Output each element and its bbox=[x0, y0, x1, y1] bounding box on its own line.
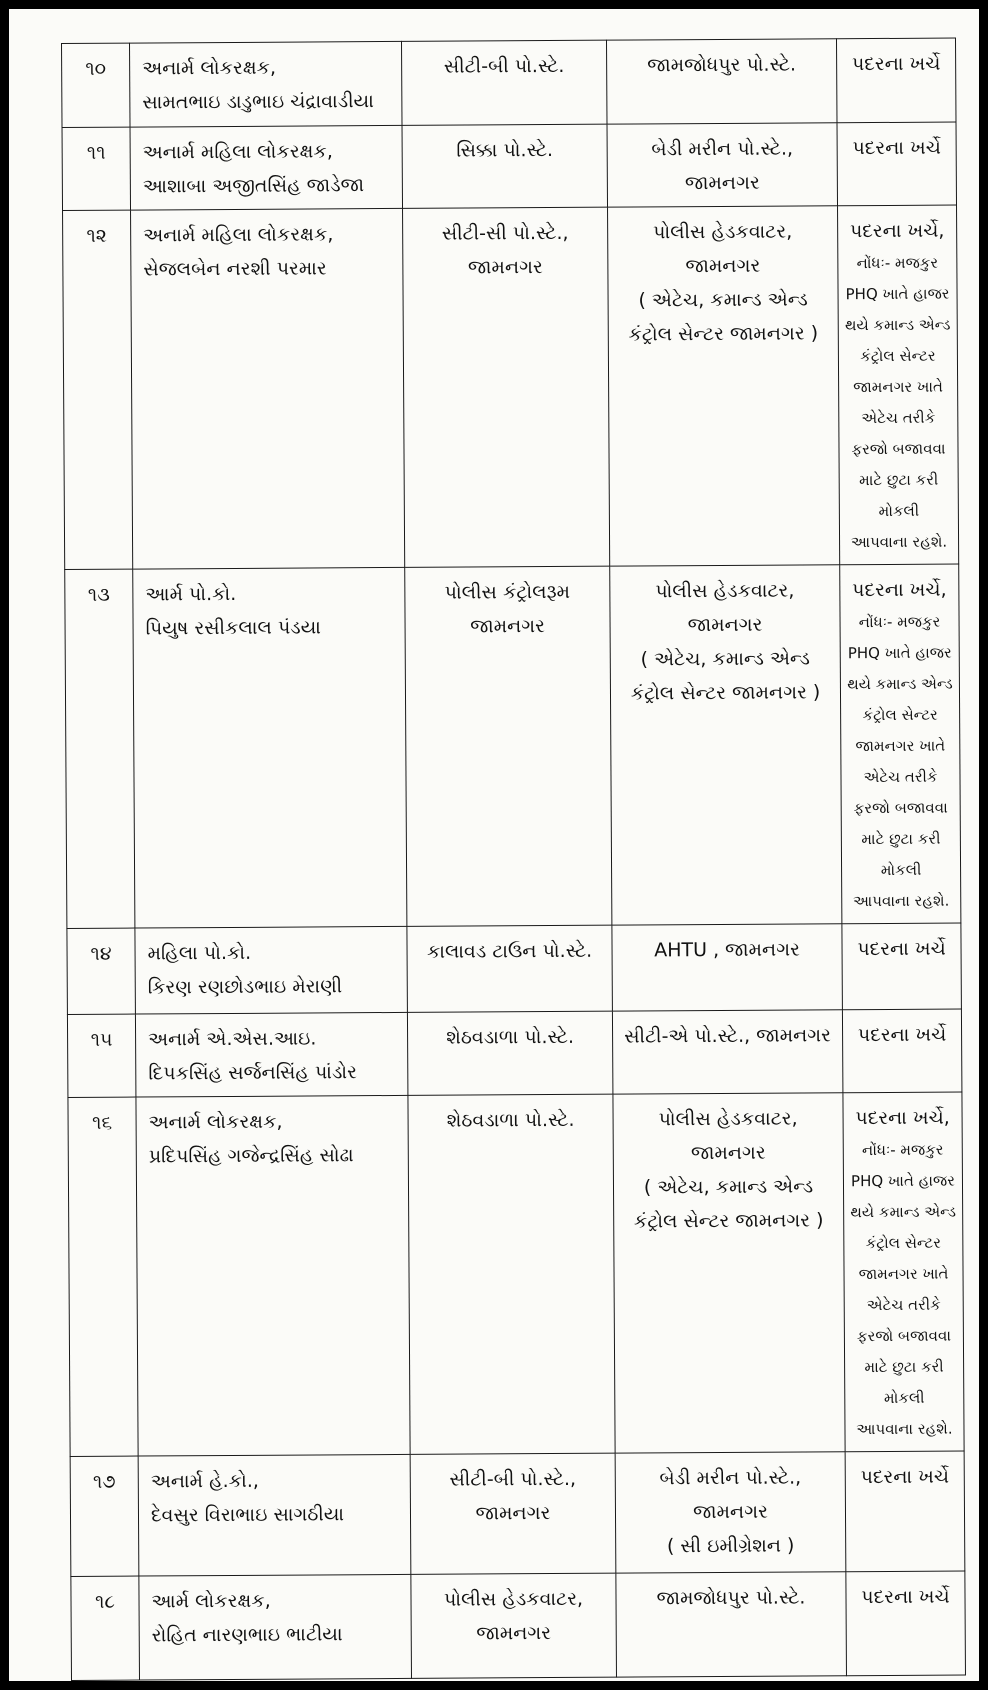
remark-note-line: કંટ્રોલ સેન્ટર bbox=[862, 705, 938, 725]
employee-cell bbox=[139, 1574, 412, 1680]
serial-number-cell bbox=[62, 43, 131, 127]
remark-note-line: ફરજો બજાવવા bbox=[853, 798, 948, 818]
employee-cell bbox=[135, 1012, 408, 1097]
employee-name: કિરણ રણછોડભાઇ મેરાણી bbox=[147, 975, 343, 999]
remark-cell bbox=[838, 205, 959, 565]
employee-name: દિપકસિંહ સર્જનસિંહ પાંડોર bbox=[148, 1061, 358, 1085]
remark-note-line: કંટ્રોલ સેન્ટર bbox=[860, 346, 936, 366]
document-page bbox=[9, 9, 979, 1681]
remark-note-line: થયે કમાન્ડ એન્ડ bbox=[844, 315, 951, 335]
new-posting-cell bbox=[615, 1452, 846, 1573]
employee-name: પિયુષ રસીકલાલ પંડયા bbox=[145, 616, 321, 640]
remark-text: પદરના ખર્ચે bbox=[861, 1585, 950, 1609]
employee-name: આશાબા અજીતસિંહ જાડેજા bbox=[142, 174, 365, 198]
current-posting-line: જામનગર bbox=[467, 256, 543, 279]
new-posting-line: જામનગર bbox=[684, 171, 760, 195]
new-posting-line: કંટ્રોલ સેન્ટર જામનગર ) bbox=[630, 681, 821, 705]
current-posting-line: સીટી-બી પો.સ્ટે., bbox=[449, 1467, 577, 1491]
new-posting-line: પોલીસ હેડકવાટર, bbox=[653, 220, 793, 244]
new-posting-cell bbox=[612, 924, 843, 1011]
new-posting-cell bbox=[608, 206, 840, 566]
serial-number: ૧૭ bbox=[92, 1470, 116, 1493]
remark-text: પદરના ખર્ચે, bbox=[849, 219, 945, 243]
employee-cell bbox=[135, 926, 408, 1014]
new-posting-line: ( એટેચ, કમાન્ડ એન્ડ bbox=[640, 647, 810, 671]
employee-name: સામતભાઇ ડાડુભાઇ ચંદ્રાવાડીયા bbox=[142, 90, 374, 114]
employee-rank: અનાર્મ હે.કો., bbox=[150, 1469, 259, 1493]
remark-cell bbox=[845, 1451, 965, 1572]
remark-note-line: મોકલી bbox=[883, 1388, 925, 1407]
remark-note-line: PHQ ખાતે હાજર bbox=[847, 643, 952, 663]
current-posting-line: સીટી-સી પો.સ્ટે., bbox=[441, 221, 569, 245]
transfer-table bbox=[61, 38, 966, 1681]
table-row bbox=[68, 1092, 964, 1456]
current-posting-cell bbox=[408, 1094, 615, 1454]
current-posting-line: સીટી-બી પો.સ્ટે. bbox=[443, 54, 565, 78]
employee-rank: અનાર્મ એ.એસ.આઇ. bbox=[148, 1027, 317, 1051]
serial-number: ૧૫ bbox=[90, 1028, 113, 1051]
serial-number: ૧૩ bbox=[87, 583, 110, 606]
remark-text: પદરના ખર્ચે bbox=[860, 1465, 950, 1489]
remark-note-line: આપવાના રહશે. bbox=[853, 891, 950, 911]
transfer-table-body bbox=[62, 38, 966, 1680]
new-posting-line: જામજોધપુર પો.સ્ટે. bbox=[647, 53, 797, 77]
remark-note-line: મોકલી bbox=[880, 860, 922, 880]
current-posting-line: કાલાવડ ટાઉન પો.સ્ટે. bbox=[426, 939, 593, 963]
employee-rank: અનાર્મ મહિલા લોકરક્ષક, bbox=[143, 223, 334, 247]
current-posting-cell bbox=[401, 40, 607, 125]
serial-number: ૧૨ bbox=[86, 224, 107, 247]
transfer-table-sheet bbox=[61, 38, 966, 1681]
serial-number: ૧૧ bbox=[86, 141, 106, 164]
serial-number-cell bbox=[67, 928, 136, 1014]
current-posting-line: જામનગર bbox=[476, 1622, 552, 1645]
current-posting-cell bbox=[410, 1453, 616, 1574]
remark-note-line: મોકલી bbox=[878, 501, 920, 521]
current-posting-line: શેઠવડાળા પો.સ્ટે. bbox=[446, 1108, 575, 1132]
remark-text: પદરના ખર્ચે bbox=[857, 937, 946, 961]
remark-note-line: નોંધઃ- મજકુર bbox=[861, 1140, 944, 1160]
employee-cell bbox=[136, 1095, 410, 1456]
remark-note-line: થયે કમાન્ડ એન્ડ bbox=[847, 674, 953, 694]
new-posting-line: પોલીસ હેડકવાટર, bbox=[658, 1107, 798, 1131]
table-row bbox=[67, 923, 962, 1014]
current-posting-cell bbox=[403, 207, 610, 567]
employee-name: રોહિત નારણભાઇ ભાટીયા bbox=[151, 1623, 343, 1647]
serial-number-cell bbox=[65, 569, 135, 928]
employee-rank: અનાર્મ લોકરક્ષક, bbox=[142, 56, 277, 80]
remark-note-line: કંટ્રોલ સેન્ટર bbox=[865, 1233, 942, 1253]
employee-name: દેવસુર વિરાભાઇ સાગઠીયા bbox=[150, 1503, 345, 1527]
new-posting-line: બેડી મરીન પો.સ્ટે., bbox=[651, 137, 794, 161]
new-posting-line: જામજોધપુર પો.સ્ટે. bbox=[656, 1586, 806, 1610]
remark-note-line: PHQ ખાતે હાજર bbox=[845, 284, 950, 304]
remark-note-line: એટેચ તરીકે bbox=[866, 1295, 941, 1315]
new-posting-cell bbox=[612, 1010, 843, 1094]
employee-name: સેજલબેન નરશી પરમાર bbox=[143, 257, 327, 281]
new-posting-line: બેડી મરીન પો.સ્ટે., bbox=[659, 1466, 802, 1490]
remark-cell bbox=[843, 1092, 964, 1452]
current-posting-line: પોલીસ કંટ્રોલરૂમ bbox=[444, 580, 571, 604]
remark-note-line: જામનગર ખાતે bbox=[855, 736, 946, 756]
remark-note-line: નોંધઃ- મજકુર bbox=[856, 253, 939, 273]
table-row bbox=[62, 122, 956, 210]
current-posting-line: સિક્કા પો.સ્ટે. bbox=[456, 138, 554, 162]
current-posting-cell bbox=[405, 566, 612, 926]
new-posting-line: કંટ્રોલ સેન્ટર જામનગર ) bbox=[628, 322, 819, 346]
employee-rank: આર્મ લોકરક્ષક, bbox=[151, 1589, 271, 1613]
remark-cell bbox=[836, 38, 956, 123]
employee-rank: અનાર્મ મહિલા લોકરક્ષક, bbox=[142, 140, 333, 164]
remark-note-line: ફરજો બજાવવા bbox=[851, 439, 946, 459]
serial-number: ૧૪ bbox=[90, 942, 112, 965]
remark-cell bbox=[846, 1571, 966, 1676]
employee-rank: મહિલા પો.કો. bbox=[147, 941, 252, 965]
new-posting-line: કંટ્રોલ સેન્ટર જામનગર ) bbox=[633, 1209, 824, 1233]
new-posting-line: ( સી ઇમીગ્રેશન ) bbox=[666, 1534, 795, 1558]
current-posting-line: શેઠવડાળા પો.સ્ટે. bbox=[446, 1025, 575, 1049]
serial-number: ૧૦ bbox=[85, 57, 107, 80]
remark-text: પદરના ખર્ચે bbox=[852, 136, 941, 160]
employee-rank: અનાર્મ લોકરક્ષક, bbox=[148, 1110, 283, 1134]
current-posting-cell bbox=[407, 925, 613, 1012]
serial-number: ૧૬ bbox=[92, 1111, 113, 1134]
new-posting-line: AHTU , જામનગર bbox=[654, 938, 800, 962]
table-row bbox=[63, 205, 959, 569]
employee-cell bbox=[130, 125, 403, 210]
remark-cell bbox=[840, 564, 961, 924]
remark-note-line: એટેચ તરીકે bbox=[863, 767, 938, 787]
remark-cell bbox=[842, 923, 962, 1010]
remark-text: પદરના ખર્ચે bbox=[851, 52, 941, 76]
employee-cell bbox=[130, 41, 403, 127]
remark-note-line: માટે છુટા કરી bbox=[861, 829, 941, 849]
table-row bbox=[62, 38, 956, 127]
remark-note-line: માટે છુટા કરી bbox=[864, 1357, 944, 1377]
remark-cell bbox=[837, 122, 957, 206]
remark-note-line: એટેચ તરીકે bbox=[861, 408, 936, 428]
remark-note-line: નોંધઃ- મજકુર bbox=[858, 612, 941, 632]
new-posting-cell bbox=[613, 1093, 845, 1453]
serial-number-cell bbox=[67, 1014, 136, 1097]
new-posting-line: ( એટેચ, કમાન્ડ એન્ડ bbox=[638, 288, 808, 312]
new-posting-line: પોલીસ હેડકવાટર, bbox=[655, 579, 795, 603]
serial-number-cell bbox=[68, 1097, 138, 1456]
employee-name: પ્રદિપસિંહ ગજેન્દ્રસિંહ સોઢા bbox=[148, 1144, 354, 1168]
table-row bbox=[71, 1571, 966, 1680]
remark-note-line: માટે છુટા કરી bbox=[859, 470, 939, 490]
current-posting-line: જામનગર bbox=[470, 615, 546, 638]
employee-cell bbox=[131, 208, 405, 569]
new-posting-cell bbox=[616, 1572, 847, 1677]
new-posting-cell bbox=[607, 123, 838, 207]
employee-cell bbox=[133, 567, 407, 928]
new-posting-line: જામનગર bbox=[687, 613, 763, 637]
remark-note-line: PHQ ખાતે હાજર bbox=[850, 1171, 955, 1191]
remark-note-line: આપવાના રહશે. bbox=[850, 532, 948, 552]
remark-text: પદરના ખર્ચે, bbox=[852, 578, 947, 602]
new-posting-cell bbox=[606, 39, 837, 124]
remark-text: પદરના ખર્ચે bbox=[857, 1023, 947, 1047]
table-row bbox=[70, 1451, 965, 1576]
current-posting-line: જામનગર bbox=[475, 1502, 551, 1525]
new-posting-line: જામનગર bbox=[690, 1141, 766, 1165]
employee-cell bbox=[138, 1454, 411, 1576]
table-row bbox=[65, 564, 961, 928]
new-posting-line: જામનગર bbox=[685, 254, 761, 278]
remark-note-line: ફરજો બજાવવા bbox=[856, 1326, 952, 1346]
serial-number-cell bbox=[70, 1456, 139, 1576]
remark-text: પદરના ખર્ચે, bbox=[855, 1106, 950, 1130]
serial-number: ૧૮ bbox=[95, 1590, 115, 1613]
remark-note-line: જામનગર ખાતે bbox=[853, 377, 944, 397]
serial-number-cell bbox=[63, 210, 133, 569]
new-posting-cell bbox=[610, 565, 842, 925]
serial-number-cell bbox=[71, 1576, 140, 1680]
remark-cell bbox=[842, 1009, 962, 1093]
employee-rank: આર્મ પો.કો. bbox=[145, 582, 237, 606]
new-posting-line: ( એટેચ, કમાન્ડ એન્ડ bbox=[643, 1175, 814, 1199]
remark-note-line: થયે કમાન્ડ એન્ડ bbox=[850, 1202, 956, 1222]
new-posting-line: સીટી-એ પો.સ્ટે., જામનગર bbox=[624, 1024, 832, 1048]
current-posting-cell bbox=[411, 1573, 617, 1678]
remark-note-line: આપવાના રહશે. bbox=[856, 1419, 953, 1439]
current-posting-cell bbox=[407, 1011, 613, 1095]
current-posting-cell bbox=[402, 124, 608, 208]
current-posting-line: પોલીસ હેડકવાટર, bbox=[443, 1587, 584, 1611]
new-posting-line: જામનગર bbox=[693, 1500, 768, 1524]
table-row bbox=[67, 1009, 961, 1097]
remark-note-line: જામનગર ખાતે bbox=[858, 1264, 949, 1284]
serial-number-cell bbox=[62, 127, 131, 210]
